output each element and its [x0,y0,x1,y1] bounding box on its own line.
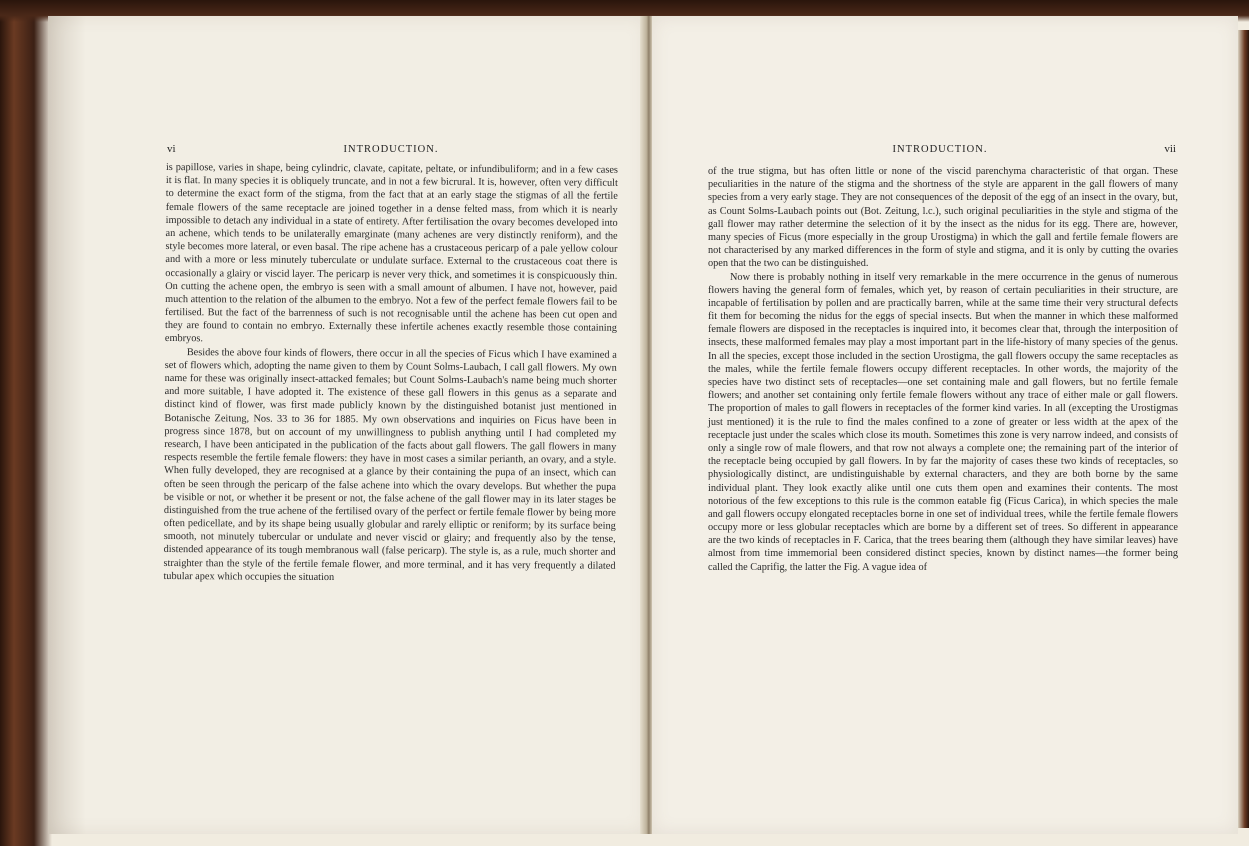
right-page-body [708,165,1178,574]
right-running-head: INTRODUCTION. [892,144,988,155]
left-running-head: INTRODUCTION. [343,144,439,155]
left-page [48,16,646,834]
right-running-header [704,144,1176,155]
right-page-number: vii [1164,143,1176,155]
left-page-shadow [48,16,86,834]
left-page-body [163,161,618,586]
right-paragraph-1: of the true stigma, but has often little or none of the viscid parenchyma characteristic of that organ. These peculiarities in the nature of the stigma and the shortness of the style are apparent in the gall flowers of many species from a very early stage. They are not consequences of the deposit of the egg of an insect in the ovary, but, as Count Solms-Laubach points out (Bot. Zeitung, l.c.), such original peculiarities in the style and stigma of the gall flower may rather determine the selection of it by the insect as the nidus for its egg. There are, however, many species of Ficus (more especially in the group Urostigma) in which the gall and fertile female flowers are not characterised by any marked differences in the form of style and stigma, and it is only by cutting the ovaries open that the two can be distinguished. [708,166,1178,270]
left-paragraph-2: Besides the above four kinds of flowers, there occur in all the species of Ficus which I have examined a set of flowers which, adopting the name given to them by Count Solms-Laubach, I call gall flowers. My own name for these was originally insect-attacked females; but Count Solms-Laubach's name being much shorter and more suitable, I have adopted it. The existence of these gall flowers in this genus as a separate and distinct kind of flower, was first made publicly known by the distinguished botanist just mentioned in Botanische Zeitung, Nos. 33 to 36 for 1885. My own observations and inquiries on Ficus have been in progress since 1878, but on account of my unwillingness to publish anything until I had completed my research, I have been anticipated in the publication of the facts about gall flowers. The gall flowers in many respects resemble the fertile female flowers: they have in most cases a similar perianth, an ovary, and a style. When fully developed, they are recognised at a glance by their containing the pupa of an insect, which can often be seen through the pericarp of the false achene into which the ovary develops. But whether the pupa be visible or not, or whether it be present or not, the false achene of the gall flower may in its later stages be distinguished from the true achene of the fertilised ovary of the perfect or fertile female flower by being more often pedicellate, and by its shape being usually globular and rarely elliptic or reniform; by its surface being smooth, not minutely tubercular or undulate and never viscid or glairy; and frequently also by the tense, distended appearance of its tough membranous wall (false pericarp). The style is, as a rule, much shorter and straighter than the style of the fertile female flower, and more terminal, and it has very frequently a dilated tubular apex which occupies the situation [163,346,617,583]
left-page-number: vi [167,143,176,155]
right-page [652,16,1238,834]
left-running-header [167,144,615,155]
right-paragraph-2: Now there is probably nothing in itself very remarkable in the mere occurrence in the genus of numerous flowers having the general form of females, which yet, by reason of certain peculiarities in their structure, are incapable of fertilisation by pollen and are practically barren, while at the same time their very structural defects fit them for becoming the nidus for the eggs of special insects. But when the manner in which these malformed female flowers are disposed in the receptacles is inquired into, it becomes clear that, through the interposition of insects, these malformed females may play a most important part in the life-history of many species of the genus. In all the species, except those included in the section Urostigma, the gall flowers occupy the same receptacles as the males, while the fertile female flowers occupy different receptacles. In other words, the majority of the species have two distinct sets of receptacles—one set containing male and gall flowers, but no fertile female flowers; and another set containing only fertile female flowers without any trace of either male or gall flowers. The proportion of males to gall flowers in receptacles of the former kind varies. In all (excepting the Urostigmas just mentioned) it is the rule to find the males confined to a zone of greater or less width at the apex of the receptacle just under the scales which close its mouth. Sometimes this zone is very narrow indeed, and consists of only a single row of male flowers, and that row not always a complete one; the remaining part of the interior of the receptacle being occupied by gall flowers. In by far the majority of cases these two kinds of receptacles, so physiologically distinct, are undistinguishable by external characters, and they are both borne by the same individual plant. They look exactly alike until one cuts them open and examines their contents. The most notorious of the few exceptions to this rule is the common eatable fig (Ficus Carica), in which species the male and gall flowers occupy elongated receptacles borne in one set of individual trees, while the fertile female flowers occupy more or less globular receptacles which are borne by a different set of trees. So different in appearance are the two kinds of receptacles in F. Carica, that the trees bearing them (although they have similar leaves) have almost from time immemorial been considered distinct species, known by distinct names—the former being called the Caprifig, the latter the Fig. A vague idea of [708,271,1178,573]
left-paragraph-1: is papillose, varies in shape, being cylindric, clavate, capitate, peltate, or infundibuliform; and in a few cases it is flat. In many species it is obliquely truncate, and in not a few bicrural. It is, however, often very difficult to determine the exact form of the stigma, from the fact that at an early stage the stigmas of all the fertile female flowers of the same receptacle are joined together in a dense felted mass, from which it is nearly impossible to detach any individual in a state of entirety. After fertilisation the ovary becomes developed into an achene, which tends to be unilaterally emarginate (many achenes are very distinctly reniform), and the style becomes more lateral, or even basal. The ripe achene has a crustaceous pericarp of a pale yellow colour and with a more or less minutely tuberculate or undulate surface. External to the crustaceous coat there is occasionally a glairy or viscid layer. The pericarp is never very thick, and sometimes it is conspicuously thin. On cutting the achene open, the embryo is seen with a small amount of albumen. I have not, however, paid much attention to the relation of the albumen to the embryo. Not a few of the perfect female flowers fail to be fertilised. But the fact of the barrenness of such is not recognisable until the achene has been cut open and they are found to contain no embryo. Externally these infertile achenes exactly resemble those containing embryos. [164,161,618,345]
book-right-edge [1238,30,1249,828]
